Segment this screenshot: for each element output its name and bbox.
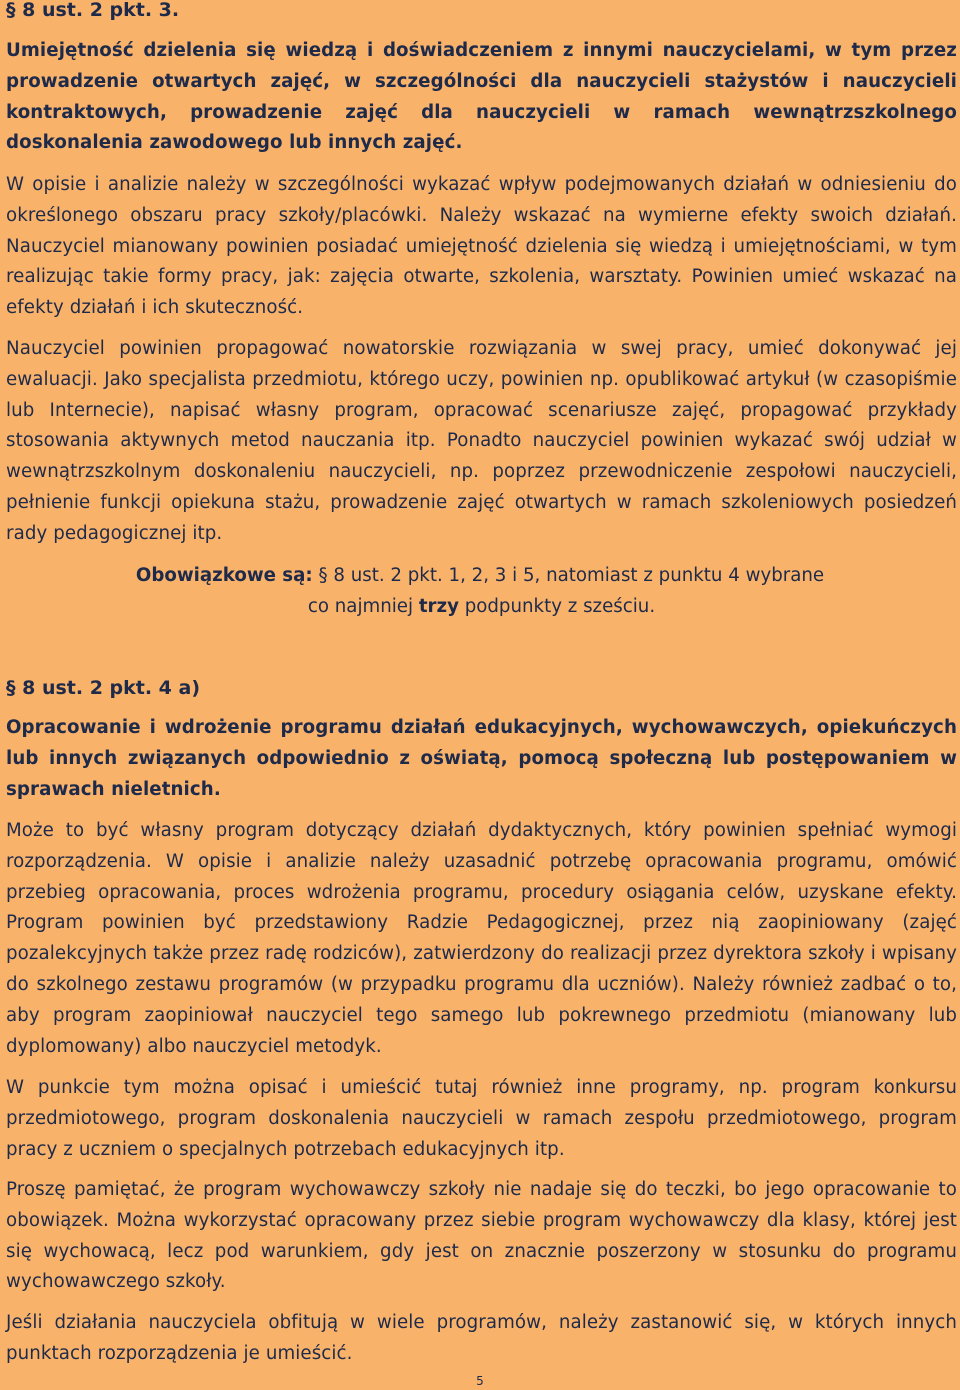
mandatory-line-1 <box>3 561 957 592</box>
section-heading: § 8 ust. 2 pkt. 3. <box>6 0 180 21</box>
mandatory-text: podpunkty z sześciu. <box>458 595 656 617</box>
paragraph: Może to być własny program dotyczący działań dydaktycznych, który powinien spełniać wymogi rozporządzenia. W opisie i analizie należy uzasadnić potrzebę opracowania programu, omówić przebieg opracowania, proces wdrożenia programu, procedury osiągania celów, uzyskane efekty. Program powinien być przedstawiony Radzie Pedagogicznej, przez nią zaopiniowany (zajęć pozalekcyjnych także przez radę rodziców), zatwierdzony do realizacji przez dyrektora szkoły i wpisany do szkolnego zestawu programów (w przypadku programu dla uczniów). Należy również zadbać o to, aby program zaopiniował nauczyciel tego samego lub pokrewnego przedmiotu (mianowany lub dyplomowany) albo nauczyciel metodyk. <box>6 820 957 1057</box>
section-title: Opracowanie i wdrożenie programu działań edukacyjnych, wychowawczych, opiekuńczych lub innych związanych odpowiednio z oświatą, pomocą społeczną lub postępowaniem w sprawach nieletnich. <box>6 717 957 800</box>
mandatory-note <box>6 561 957 622</box>
paragraph: W opisie i analizie należy w szczególności wykazać wpływ podejmowanych działań w odniesieniu do określonego obszaru pracy szkoły/placówki. Należy wskazać na wymierne efekty swoich działań. Nauczyciel mianowany powinien posiadać umiejętność dzielenia się wiedzą i umiejętnościami, w tym realizując takie formy pracy, jak: zajęcia otwarte, szkolenia, warsztaty. Powinien umieć wskazać na efekty działań i ich skuteczność. <box>6 174 957 319</box>
paragraph: Proszę pamiętać, że program wychowawczy szkoły nie nadaje się do teczki, bo jego opracowanie to obowiązek. Można wykorzystać opracowany przez siebie program wychowawczy dla klasy, której jest się wychowacą, lecz pod warunkiem, gdy jest on znacznie poszerzony w stosunku do programu wychowawczego szkoły. <box>6 1179 957 1293</box>
mandatory-line-2 <box>6 592 957 623</box>
paragraph: W punkcie tym można opisać i umieścić tutaj również inne programy, np. program konkursu przedmiotowego, program doskonalenia nauczycieli w ramach zespołu przedmiotowego, program pracy z uczniem o specjalnych potrzebach edukacyjnych itp. <box>6 1077 957 1160</box>
mandatory-text: co najmniej <box>307 595 419 617</box>
mandatory-text: § 8 ust. 2 pkt. 1, 2, 3 i 5, natomiast z punktu 4 wybrane <box>312 565 825 586</box>
paragraph: Nauczyciel powinien propagować nowatorskie rozwiązania w swej pracy, umieć dokonywać jej ewaluacji. Jako specjalista przedmiotu, którego uczy, powinien np. opublikować artykuł (w czasopiśmie lub Internecie), napisać własny program, opracować scenariusze zajęć, propagować przykłady stosowania aktywnych metod nauczania itp. Ponadto nauczyciel powinien wykazać swój udział w wewnątrzszkolnym doskonaleniu nauczycieli, np. poprzez przewodniczenie zespołowi nauczycieli, pełnienie funkcji opiekuna stażu, prowadzenie zajęć otwartych w ramach szkoleniowych posiedzeń rady pedagogicznej itp. <box>6 338 957 544</box>
section-title: Umiejętność dzielenia się wiedzą i doświadczeniem z innymi nauczycielami, w tym przez prowadzenie otwartych zajęć, w szczególności dla nauczycieli stażystów i nauczycieli kontraktowych, prowadzenie zajęć dla nauczycieli w ramach wewnątrzszkolnego doskonalenia zawodowego lub innych zajęć. <box>6 40 957 154</box>
page-number: 5 <box>476 1374 484 1388</box>
section-heading: § 8 ust. 2 pkt. 4 a) <box>6 677 201 699</box>
paragraph: Jeśli działania nauczyciela obfitują w wiele programów, należy zastanowić się, w których innych punktach rozporządzenia je umieścić. <box>6 1312 957 1364</box>
mandatory-emphasis: trzy <box>418 595 459 617</box>
mandatory-label: Obowiązkowe są: <box>135 565 313 586</box>
